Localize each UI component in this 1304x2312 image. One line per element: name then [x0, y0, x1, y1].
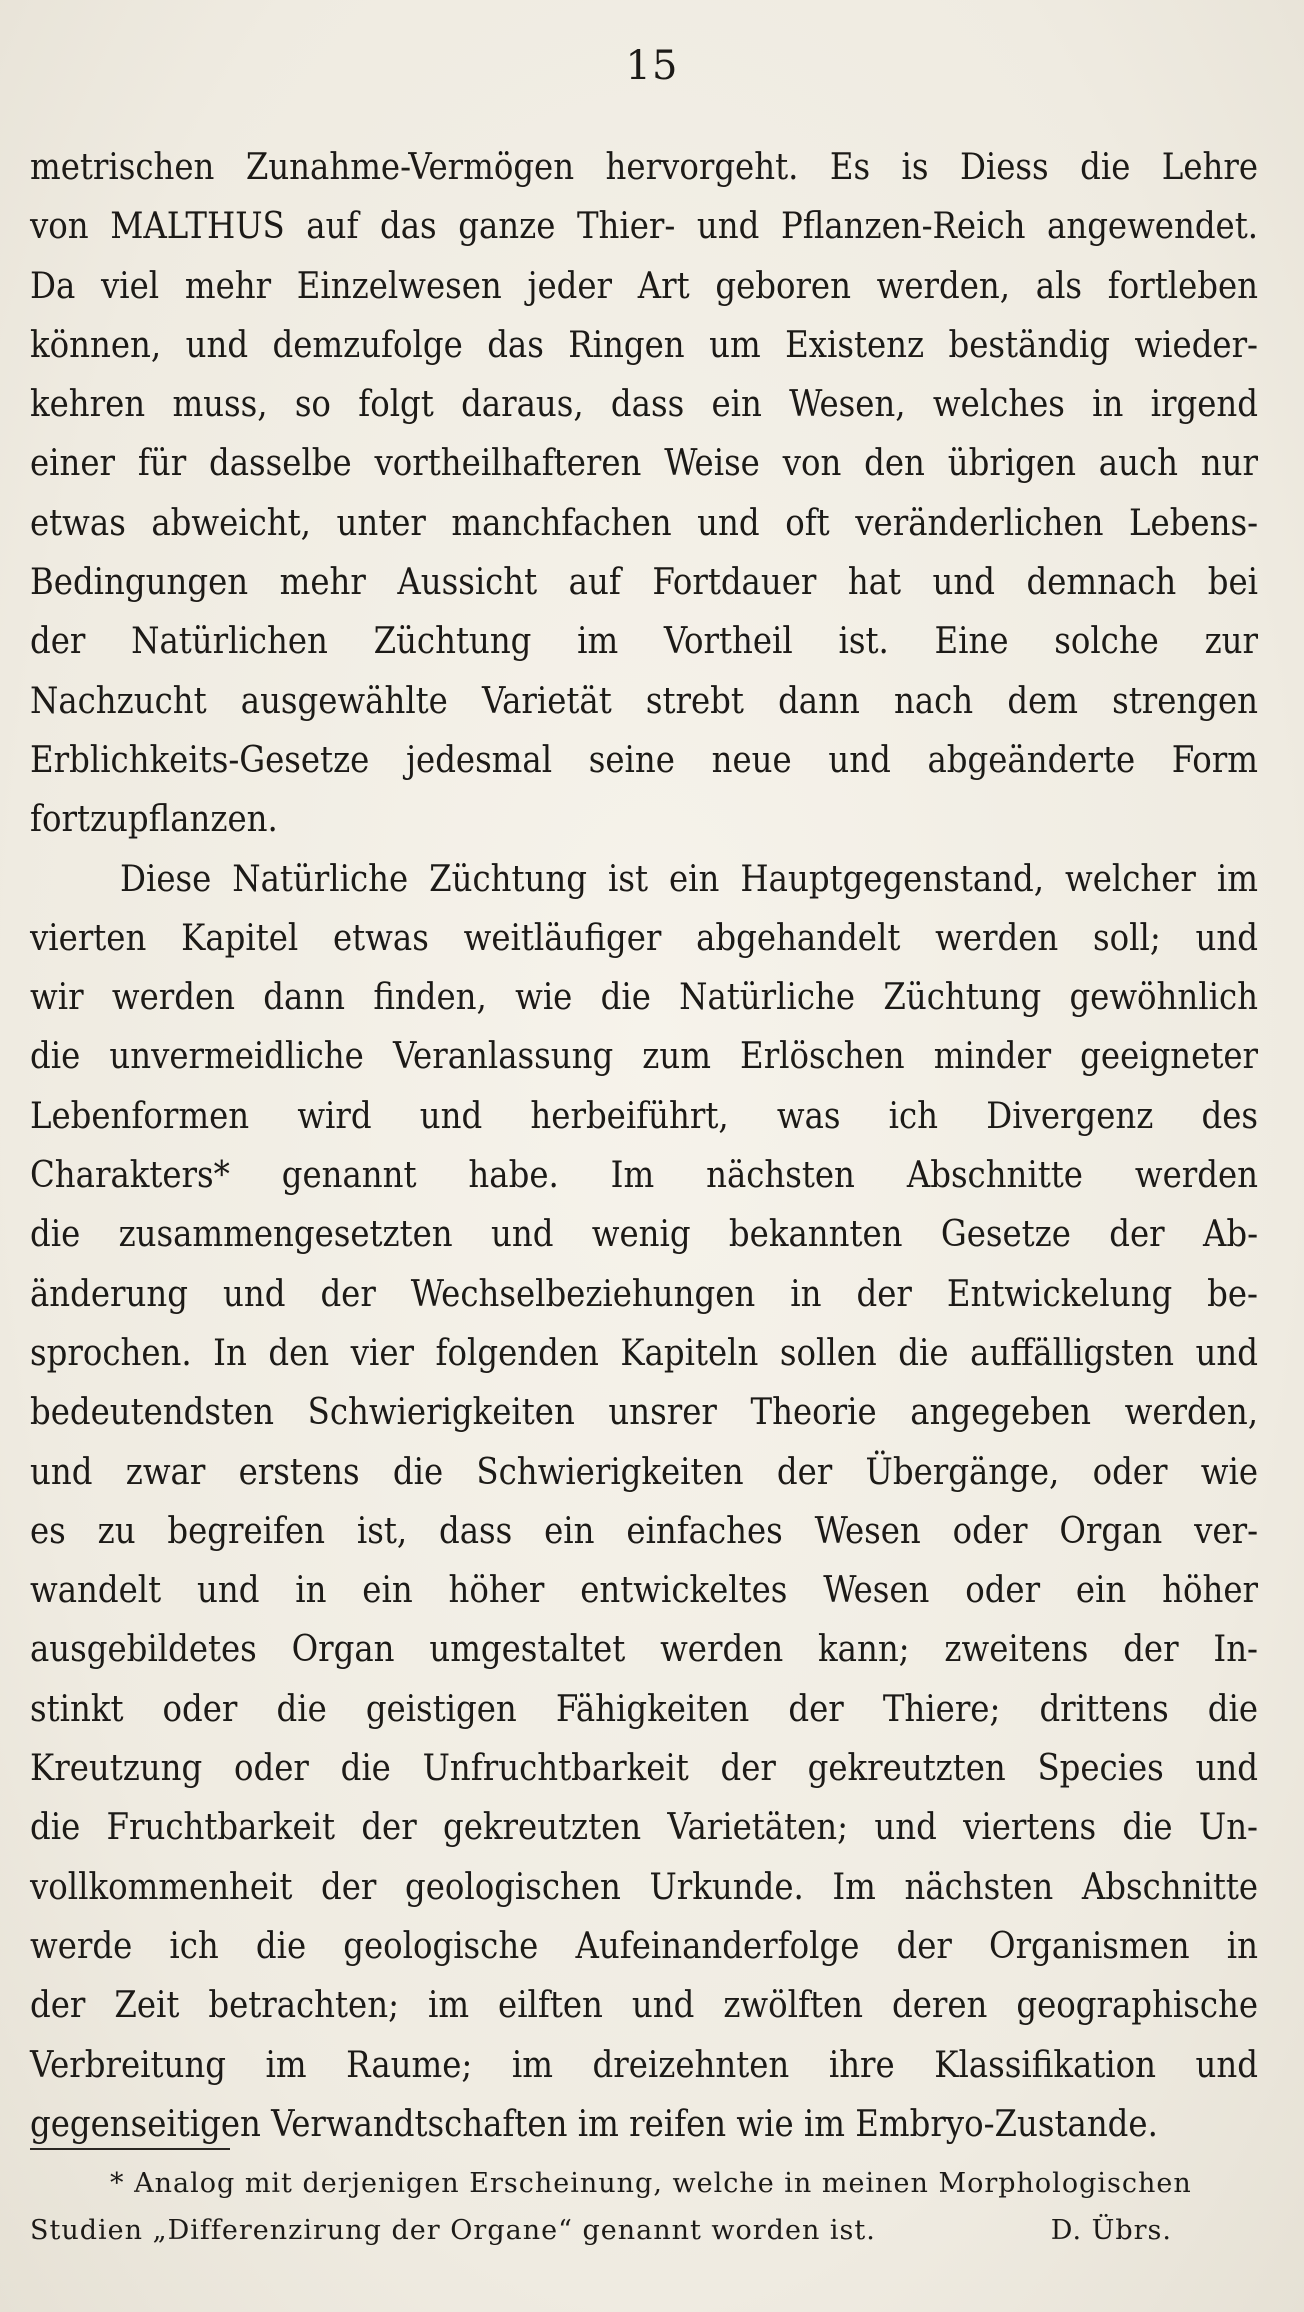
text-line: die zusammengesetzten und wenig bekannten Gesetze der Ab- [30, 1214, 1258, 1256]
text-line: etwas abweicht, unter manchfachen und oft veränderlichen Lebens- [30, 502, 1258, 544]
text-line: die Fruchtbarkeit der gekreutzten Varietäten; und viertens die Un- [30, 1807, 1258, 1849]
text-line: können, und demzufolge das Ringen um Existenz beständig wieder- [30, 324, 1258, 366]
text-line: von MALTHUS auf das ganze Thier- und Pflanzen-Reich angewendet. [30, 206, 1258, 248]
text-line: Verbreitung im Raume; im dreizehnten ihre Klassifikation und [30, 2044, 1258, 2086]
footnote-text: Studien „Differenzirung der Organe“ genannt worden ist. [30, 2215, 876, 2246]
text-line: änderung und der Wechselbeziehungen in der Entwickelung be- [30, 1273, 1258, 1315]
text-line: kehren muss, so folgt daraus, dass ein Wesen, welches in irgend [30, 384, 1258, 426]
text-line: wir werden dann finden, wie die Natürliche Züchtung gewöhnlich [30, 977, 1258, 1019]
text-line: wandelt und in ein höher entwickeltes Wesen oder ein höher [30, 1570, 1258, 1612]
text-line: einer für dasselbe vortheilhafteren Weise von den übrigen auch nur [30, 443, 1258, 485]
text-line: fortzupflanzen. [30, 799, 278, 841]
text-line: sprochen. In den vier folgenden Kapiteln sollen die auffälligsten und [30, 1332, 1258, 1374]
text-line: werde ich die geologische Aufeinanderfolge der Organismen in [30, 1925, 1258, 1967]
text-line: der Zeit betrachten; im eilften und zwölften deren geographische [30, 1985, 1258, 2027]
text-line: Erblichkeits-Gesetze jedesmal seine neue und abgeänderte Form [30, 739, 1258, 781]
text-line: Diese Natürliche Züchtung ist ein Hauptgegenstand, welcher im [120, 858, 1258, 900]
text-line: Da viel mehr Einzelwesen jeder Art geboren werden, als fortleben [30, 265, 1258, 307]
text-line: ausgebildetes Organ umgestaltet werden kann; zweitens der In- [30, 1629, 1258, 1671]
text-line: bedeutendsten Schwierigkeiten unsrer Theorie angegeben werden, [30, 1392, 1258, 1434]
footnote-rule [30, 2148, 230, 2150]
text-line: metrischen Zunahme-Vermögen hervorgeht. Es is Diess die Lehre [30, 147, 1258, 188]
translator-signature: D. Übrs. [1050, 2215, 1172, 2246]
text-line: Nachzucht ausgewählte Varietät strebt dann nach dem strengen [30, 680, 1258, 722]
text-line: Lebenformen wird und herbeiführt, was ich Divergenz des [30, 1095, 1258, 1137]
text-line: die unvermeidliche Veranlassung zum Erlöschen minder geeigneter [30, 1036, 1258, 1078]
text-line: Bedingungen mehr Aussicht auf Fortdauer hat und demnach bei [30, 562, 1258, 604]
text-line: der Natürlichen Züchtung im Vortheil ist. Eine solche zur [30, 621, 1258, 663]
text-line: Kreutzung oder die Unfruchtbarkeit der gekreutzten Species und [30, 1748, 1258, 1790]
text-line: vollkommenheit der geologischen Urkunde. Im nächsten Abschnitte [30, 1866, 1258, 1908]
text-line: es zu begreifen ist, dass ein einfaches Wesen oder Organ ver- [30, 1510, 1258, 1552]
text-line: Charakters* genannt habe. Im nächsten Abschnitte werden [30, 1155, 1258, 1197]
footnote-line [30, 2207, 1258, 2254]
footnote [30, 2160, 1258, 2254]
text-line: stinkt oder die geistigen Fähigkeiten der Thiere; drittens die [30, 1688, 1258, 1730]
footnote-line: * Analog mit derjenigen Erscheinung, welche in meinen Morphologischen [110, 2168, 1192, 2199]
page-number: 15 [625, 43, 679, 89]
text-line: und zwar erstens die Schwierigkeiten der Übergänge, oder wie [30, 1451, 1258, 1493]
text-line: gegenseitigen Verwandtschaften im reifen wie im Embryo-Zustande. [30, 2103, 1158, 2145]
body-text [30, 138, 1258, 2154]
text-line: vierten Kapitel etwas weitläufiger abgehandelt werden soll; und [30, 917, 1258, 959]
